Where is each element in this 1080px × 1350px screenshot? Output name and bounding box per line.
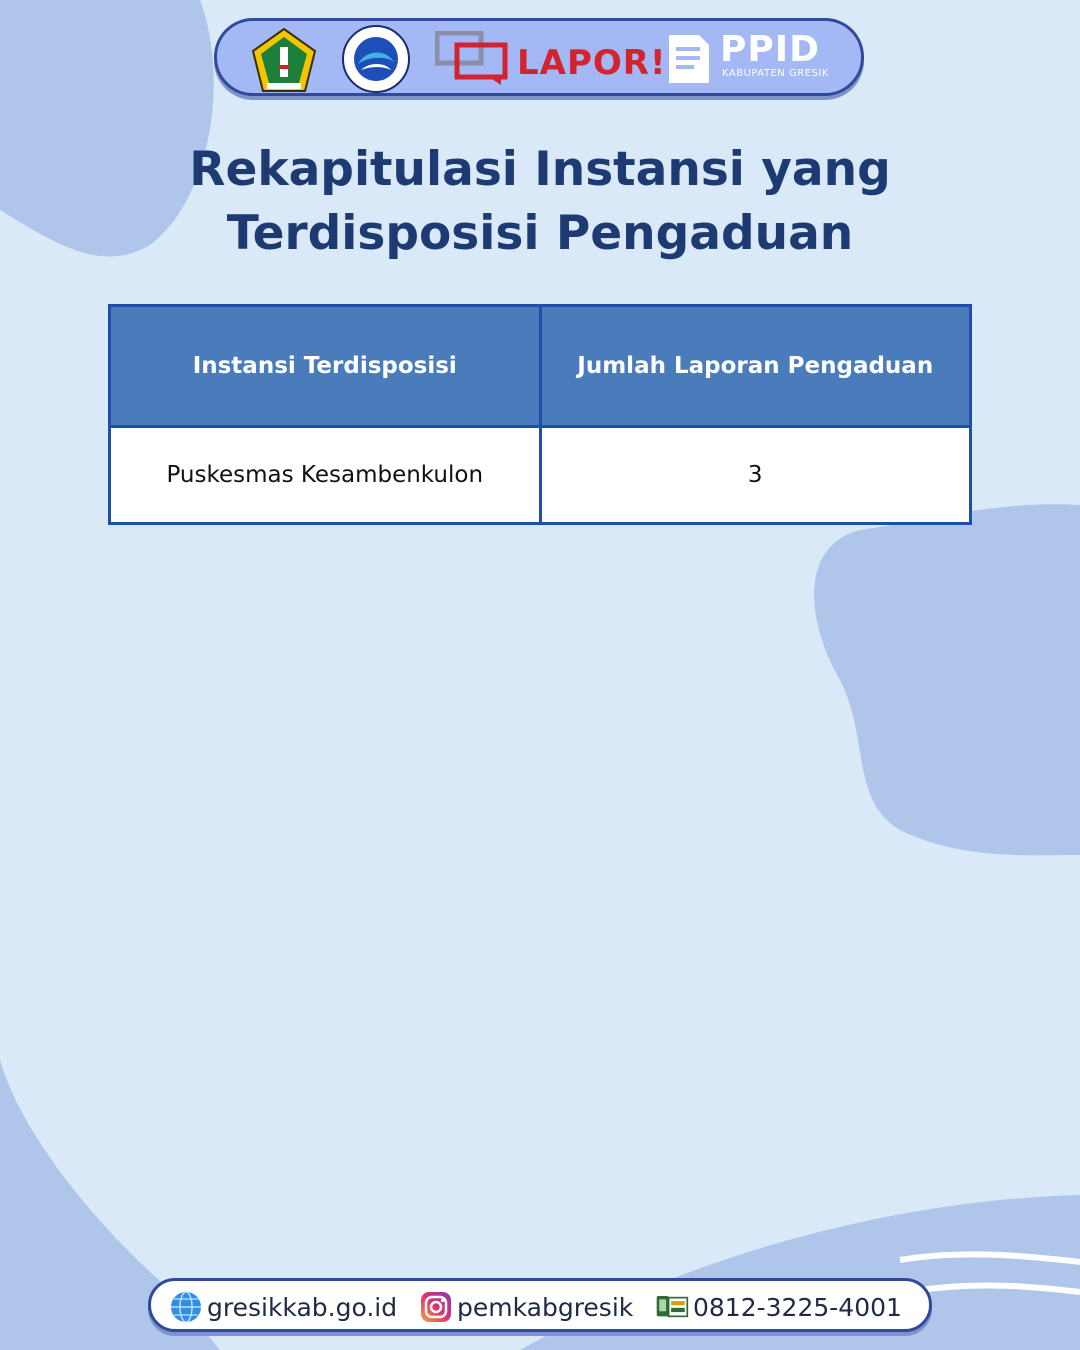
ppid-title: PPID xyxy=(720,29,821,70)
ppid-subtitle: KABUPATEN GRESIK xyxy=(722,68,829,79)
cell-jumlah: 3 xyxy=(540,427,971,524)
lapor-label: LAPOR! xyxy=(517,43,667,83)
instagram-text: pemkabgresik xyxy=(457,1292,634,1322)
lapor-gusti-icon xyxy=(655,1290,689,1324)
column-header-instansi: Instansi Terdisposisi xyxy=(110,306,541,427)
website-text: gresikkab.go.id xyxy=(207,1292,398,1322)
website-link[interactable] xyxy=(169,1290,397,1324)
recap-table xyxy=(108,304,972,525)
instagram-link[interactable] xyxy=(419,1290,633,1324)
instagram-icon xyxy=(419,1290,453,1324)
globe-icon xyxy=(169,1290,203,1324)
column-header-jumlah: Jumlah Laporan Pengaduan xyxy=(540,306,971,427)
table-header-row xyxy=(110,306,971,427)
cell-instansi: Puskesmas Kesambenkulon xyxy=(110,427,541,524)
footer-contact-bar xyxy=(148,1278,932,1332)
table-row xyxy=(110,427,971,524)
kominfo-logo-icon xyxy=(341,24,411,94)
phone-text: 0812-3225-4001 xyxy=(693,1292,902,1322)
ppid-logo-icon xyxy=(667,31,711,85)
right-blob xyxy=(814,504,1080,855)
page-title-line-2: Terdisposisi Pengaduan xyxy=(226,206,854,261)
gresik-crest-icon xyxy=(251,27,317,93)
page-title-line-1: Rekapitulasi Instansi yang xyxy=(189,142,891,197)
phone-link[interactable] xyxy=(655,1290,902,1324)
page-title xyxy=(0,138,1080,266)
header-logo-bar xyxy=(214,18,864,96)
